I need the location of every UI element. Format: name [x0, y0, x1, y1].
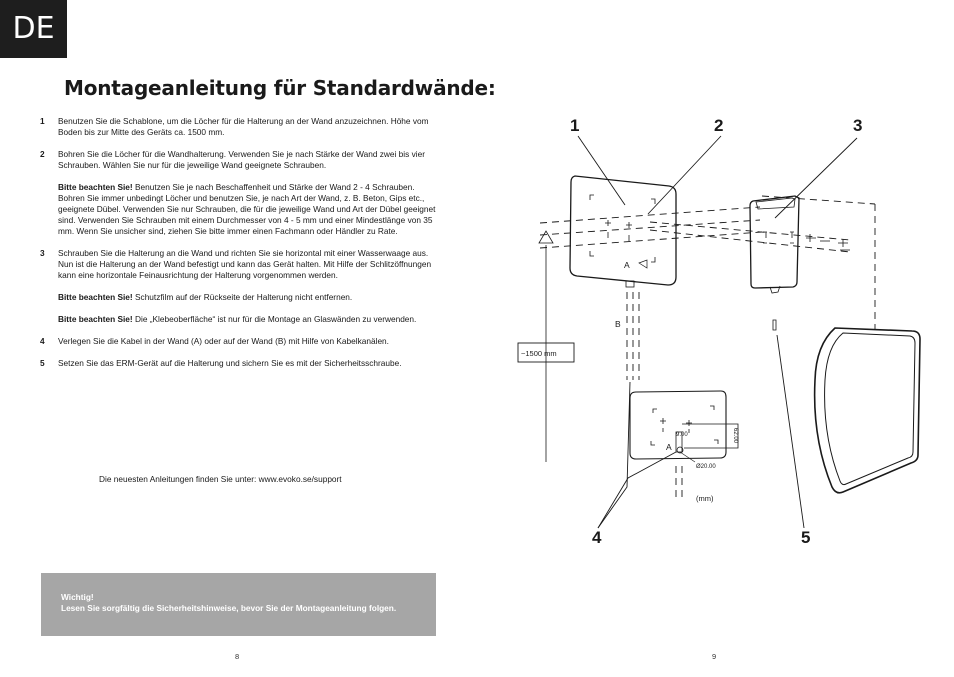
unit-label: (mm)	[696, 494, 714, 503]
language-badge: DE	[0, 0, 67, 58]
callout-5: 5	[801, 528, 811, 547]
height-label: ~1500 mm	[521, 349, 557, 358]
dim-height: 62.00	[732, 428, 738, 444]
page-title: Montageanleitung für Standardwände:	[64, 76, 496, 100]
step-paragraph	[58, 292, 440, 303]
mounting-diagram	[477, 0, 954, 677]
step-text: Schrauben Sie die Halterung an die Wand und richten Sie sie horizontal mit einer Wasserwaage aus. Nun ist die Halterung an der Wand befestigt und kann das Gerät halten. Mit Hilfe der Schlitzöffnungen kann eine horizontale Feinausrichtung der Halterung vorgenommen werden.	[58, 248, 432, 280]
step-note-label: Bitte beachten Sie!	[58, 182, 133, 192]
step-item	[40, 358, 440, 380]
dim-diameter: Ø20.00	[696, 464, 716, 470]
label-a-top: A	[624, 260, 630, 270]
step-body	[58, 248, 440, 336]
step-text: Verlegen Sie die Kabel in der Wand (A) oder auf der Wand (B) mit Hilfe von Kabelkanälen.	[58, 336, 389, 346]
step-number: 4	[40, 336, 45, 346]
callout-1: 1	[570, 116, 580, 135]
callout-2: 2	[714, 116, 724, 135]
wall-template	[570, 176, 676, 285]
dim-width: 9.00	[676, 432, 688, 438]
step-number: 2	[40, 149, 45, 159]
step-text: Benutzen Sie die Schablone, um die Löcher für die Halterung an der Wand anzuzeichnen. Höhe vom Boden bis zur Mitte des Geräts ca. 1500 mm.	[58, 116, 429, 137]
warning-text: Lesen Sie sorgfältig die Sicherheitshinweise, bevor Sie der Montageanleitung folgen.	[61, 603, 397, 613]
page-number-right: 9	[712, 652, 717, 661]
step-number: 1	[40, 116, 45, 126]
step-paragraph	[58, 149, 440, 171]
step-paragraph	[58, 336, 389, 347]
step-body	[58, 149, 440, 248]
wall-plate-detail	[630, 391, 726, 459]
step-item	[40, 248, 440, 336]
step-paragraph	[58, 314, 440, 325]
step-item	[40, 149, 440, 248]
step-text: Benutzen Sie je nach Beschaffenheit und Stärke der Wand 2 - 4 Schrauben. Bohren Sie immer unbedingt Löcher und benutzen Sie, je nach Art der Wand, z. B. Beton, Gips etc., geeignete Dübel. Verwenden Sie nur Schrauben, die für die jeweilige Wand und Art der Dübel geeignet sind. Verwenden Sie Schrauben mit einem Durchmesser von 4 - 5 mm und einer Mindestlänge von 35 mm. Wenn Sie unsicher sind, ziehen Sie bitte immer einen Fachmann oder Händler zu Rate.	[58, 182, 436, 236]
step-text: Bohren Sie die Löcher für die Wandhalterung. Verwenden Sie je nach Stärke der Wand zwei bis vier Schrauben. Wählen Sie nur für die jeweilige Wand geeignete Schrauben.	[58, 149, 425, 170]
callout-3: 3	[853, 116, 863, 135]
step-body	[58, 358, 402, 380]
step-number: 5	[40, 358, 45, 368]
step-body	[58, 116, 440, 149]
step-paragraph	[58, 248, 440, 281]
step-body	[58, 336, 389, 358]
step-item	[40, 116, 440, 149]
step-text: Schutzfilm auf der Rückseite der Halterung nicht entfernen.	[132, 292, 353, 302]
step-number: 3	[40, 248, 45, 258]
step-item	[40, 336, 440, 358]
callout-4: 4	[592, 528, 602, 547]
warning-box	[41, 573, 436, 636]
label-a-detail: A	[666, 442, 672, 452]
step-note-label: Bitte beachten Sie!	[58, 314, 133, 324]
step-text: Die „Klebeoberfläche“ ist nur für die Montage an Glaswänden zu verwenden.	[132, 314, 417, 324]
step-paragraph	[58, 358, 402, 369]
page-number-left: 8	[235, 652, 240, 661]
step-paragraph	[58, 182, 440, 237]
label-b: B	[615, 319, 621, 329]
step-paragraph	[58, 116, 440, 138]
step-note-label: Bitte beachten Sie!	[58, 292, 133, 302]
latest-instructions-note: Die neuesten Anleitungen finden Sie unter: www.evoko.se/support	[99, 474, 342, 484]
warning-heading: Wichtig!	[61, 592, 94, 602]
step-text: Setzen Sie das ERM-Gerät auf die Halterung und sichern Sie es mit der Sicherheitsschraube.	[58, 358, 402, 368]
steps-list	[40, 116, 440, 380]
